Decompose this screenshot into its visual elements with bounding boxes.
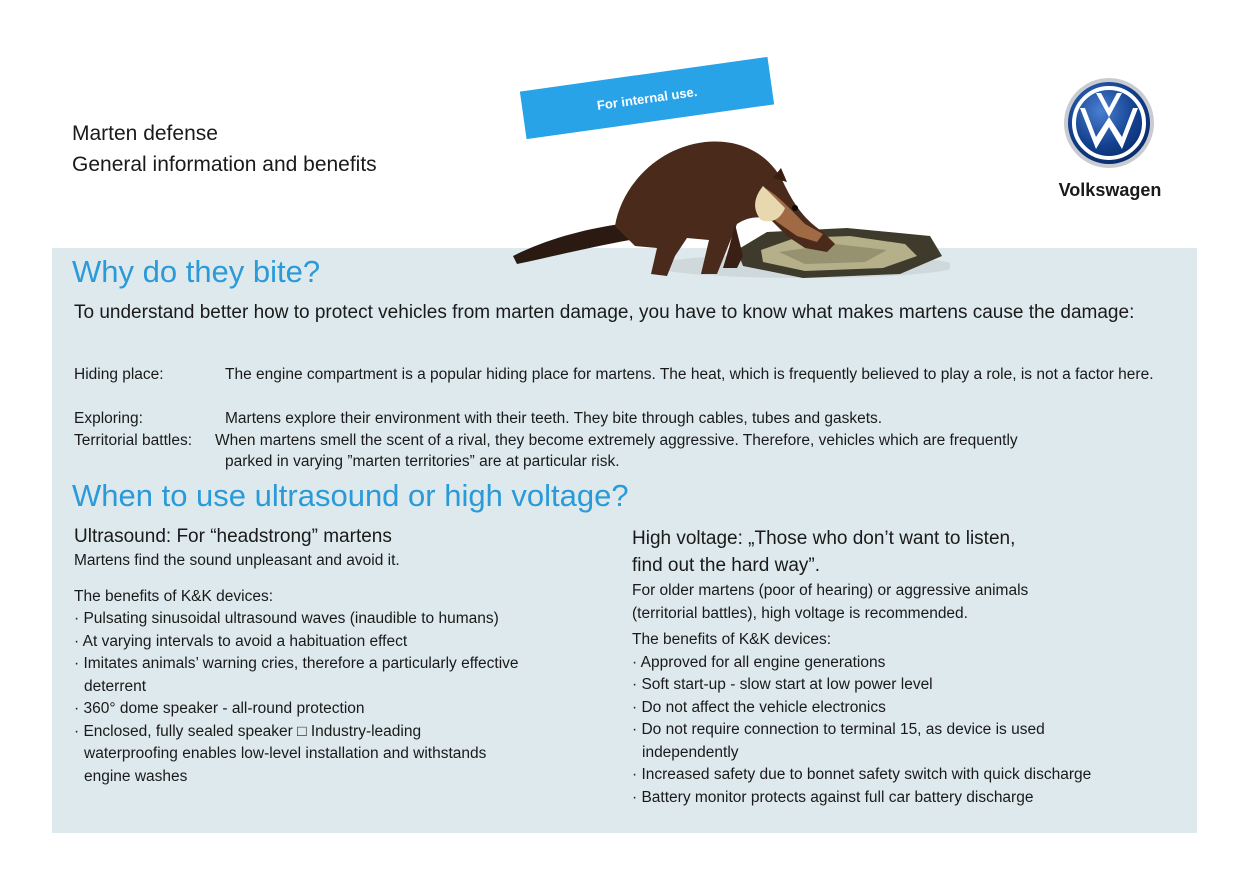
- list-item: · Soft start-up - slow start at low power level: [632, 676, 933, 693]
- brand-name: Volkswagen: [1058, 180, 1162, 200]
- high-voltage-title-line-2: find out the hard way”.: [632, 555, 820, 576]
- reason-exploring: [74, 408, 1164, 429]
- title-line-1: Marten defense: [72, 122, 218, 145]
- internal-use-banner: [520, 57, 774, 139]
- reason-term: Hiding place:: [74, 366, 164, 383]
- list-item: · Pulsating sinusoidal ultrasound waves (inaudible to humans): [74, 610, 499, 627]
- document-title: [72, 118, 377, 180]
- reason-text: The engine compartment is a popular hiding place for martens. The heat, which is frequently believed to play a role, is not a factor here.: [225, 366, 1154, 383]
- reason-text-wrap: [215, 430, 1164, 472]
- reason-term: Exploring:: [74, 410, 143, 427]
- internal-use-label: For internal use.: [595, 83, 699, 113]
- list-item: · Battery monitor protects against full car battery discharge: [632, 788, 1034, 806]
- list-item: · Imitates animals’ warning cries, therefore a particularly effective deterrent: [74, 655, 519, 695]
- why-intro: To understand better how to protect vehicles from marten damage, you have to know what makes martens cause the damage:: [74, 302, 1135, 323]
- list-item: · Enclosed, fully sealed speaker □ Industry-leading waterproofing enables low-level installation and withstands engine washes: [74, 722, 487, 785]
- ultrasound-benefits-label: The benefits of K&K devices:: [74, 587, 274, 605]
- high-voltage-title-line-1: High voltage: „Those who don’t want to listen,: [632, 528, 1016, 549]
- list-item: · Increased safety due to bonnet safety switch with quick discharge: [632, 766, 1092, 783]
- reason-text: Martens explore their environment with their teeth. They bite through cables, tubes and gaskets.: [225, 410, 883, 427]
- reason-text-continued: parked in varying ”marten territories” are at particular risk.: [225, 453, 620, 470]
- ultrasound-desc: Martens find the sound unpleasant and avoid it.: [74, 552, 400, 569]
- vw-logo-icon: [1063, 77, 1155, 169]
- reason-text: When martens smell the scent of a rival, they become extremely aggressive. Therefore, vehicles which are frequently: [215, 432, 1018, 449]
- high-voltage-desc: For older martens (poor of hearing) or aggressive animals (territorial battles), high voltage is recommended.: [632, 582, 1029, 622]
- list-item: · Do not require connection to terminal 15, as device is used independently: [632, 721, 1045, 761]
- why-heading: Why do they bite?: [72, 254, 321, 289]
- list-item: · Approved for all engine generations: [632, 653, 886, 671]
- title-line-2: General information and benefits: [72, 153, 377, 176]
- list-item: · 360° dome speaker - all-round protection: [74, 700, 365, 717]
- reason-term: Territorial battles:: [74, 432, 193, 449]
- reason-territorial-battles: [74, 430, 1164, 472]
- when-heading: When to use ultrasound or high voltage?: [72, 478, 629, 513]
- reason-hiding-place: [74, 364, 1164, 385]
- list-item: · At varying intervals to avoid a habituation effect: [74, 632, 408, 650]
- high-voltage-column: [632, 525, 1172, 809]
- ultrasound-column: [74, 524, 594, 788]
- high-voltage-benefits-label: The benefits of K&K devices:: [632, 631, 832, 648]
- marten-image: [505, 128, 950, 293]
- ultrasound-title: Ultrasound: For “headstrong” martens: [74, 526, 392, 547]
- list-item: · Do not affect the vehicle electronics: [632, 698, 886, 716]
